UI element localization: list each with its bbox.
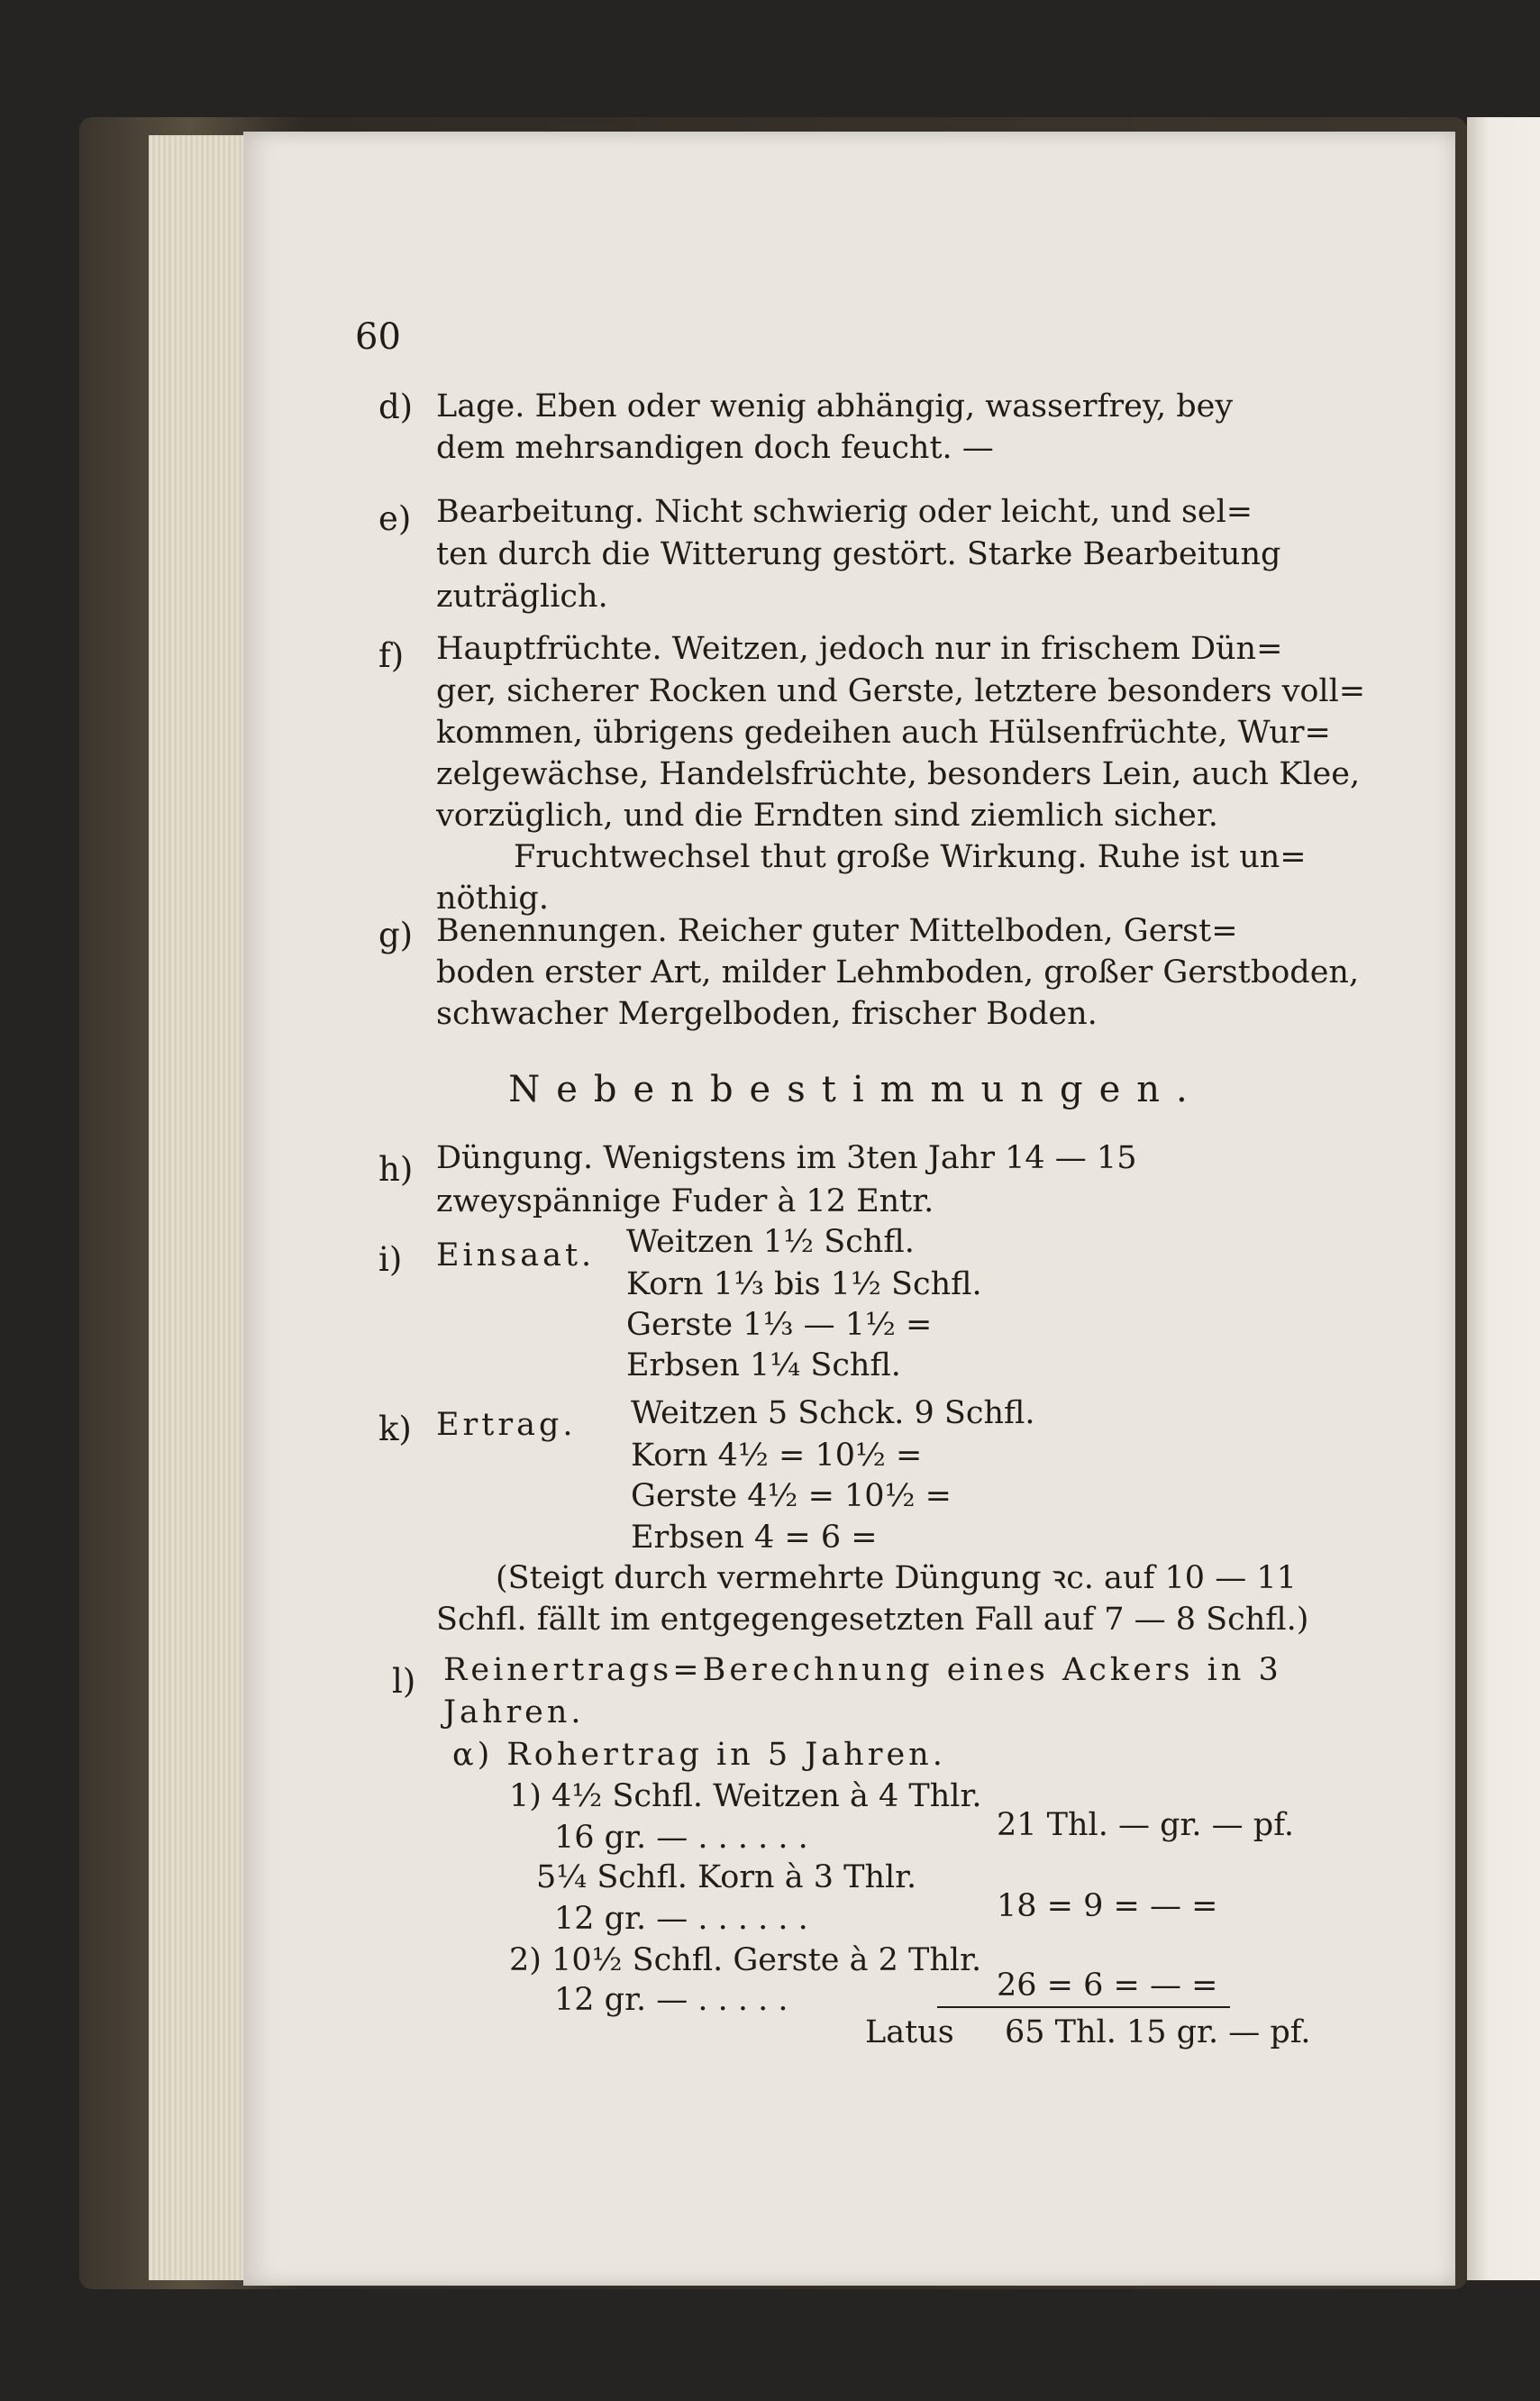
item-l-line: Jahren. (443, 1694, 585, 1730)
calc-line: 16 gr. — . . . . . . (554, 1820, 808, 1856)
item-i-label: i) (378, 1240, 403, 1279)
right-page-edge (1467, 117, 1540, 2280)
item-e-line: Bearbeitung. Nicht schwierig oder leicht, und sel= (436, 494, 1253, 530)
item-l-label: l) (392, 1662, 416, 1701)
calc-amount: 18 = 9 = — = (997, 1888, 1218, 1924)
item-e-line: zuträglich. (436, 579, 608, 615)
item-d-line: Lage. Eben oder wenig abhängig, wasserfrey, bey (436, 388, 1234, 425)
page-edges (149, 135, 248, 2280)
item-f-line: ger, sicherer Rocken und Gerste, letztere besonders voll= (436, 673, 1366, 709)
item-f-line: Fruchtwechsel thut große Wirkung. Ruhe ist un= (514, 839, 1307, 875)
calc-line: 12 gr. — . . . . . . (554, 1901, 808, 1937)
item-l-sub: α) Rohertrag in 5 Jahren. (452, 1737, 946, 1773)
item-k-row: Gerste 4½ = 10½ = (631, 1478, 952, 1514)
calc-amount: 21 Thl. — gr. — pf. (997, 1807, 1295, 1843)
item-i-row: Gerste 1⅓ — 1½ = (626, 1307, 933, 1343)
item-g-line: boden erster Art, milder Lehmboden, großer Gerstboden, (436, 954, 1360, 991)
item-k-note: Schfl. fällt im entgegengesetzten Fall auf 7 — 8 Schfl.) (436, 1602, 1309, 1638)
item-i-row: Korn 1⅓ bis 1½ Schfl. (626, 1266, 982, 1302)
calc-amount: 26 = 6 = — = (997, 1967, 1218, 2004)
item-i-row: Weitzen 1½ Schfl. (626, 1224, 915, 1260)
item-f-line: Hauptfrüchte. Weitzen, jedoch nur in frischem Dün= (436, 631, 1283, 667)
item-k-row: Erbsen 4 = 6 = (631, 1520, 878, 1556)
page-text (243, 132, 1455, 2286)
item-i-term: Einsaat. (436, 1237, 596, 1274)
item-k-row: Korn 4½ = 10½ = (631, 1438, 923, 1474)
item-k-row: Weitzen 5 Schck. 9 Schfl. (631, 1395, 1035, 1431)
item-g-label: g) (378, 916, 414, 954)
item-d-label: d) (378, 388, 414, 426)
item-k-label: k) (378, 1410, 412, 1448)
latus-label: Latus (865, 2014, 954, 2050)
item-f-line: zelgewächse, Handelsfrüchte, besonders Lein, auch Klee, (436, 756, 1361, 792)
page-number: 60 (355, 316, 401, 358)
book-page (243, 132, 1455, 2286)
item-e-line: ten durch die Witterung gestört. Starke Bearbeitung (436, 536, 1281, 572)
calc-line: 2) 10½ Schfl. Gerste à 2 Thlr. (509, 1942, 982, 1978)
item-h-line: zweyspännige Fuder à 12 Entr. (436, 1183, 934, 1219)
calc-line: 1) 4½ Schfl. Weitzen à 4 Thlr. (509, 1778, 982, 1814)
calc-line: 5¼ Schfl. Korn à 3 Thlr. (536, 1859, 917, 1895)
latus-total: 65 Thl. 15 gr. — pf. (1005, 2014, 1311, 2050)
item-f-line: kommen, übrigens gedeihen auch Hülsenfrüchte, Wur= (436, 715, 1331, 751)
item-k-term: Ertrag. (436, 1407, 577, 1443)
item-g-line: Benennungen. Reicher guter Mittelboden, Gerst= (436, 913, 1238, 949)
item-d-line: dem mehrsandigen doch feucht. — (436, 430, 994, 466)
calc-line: 12 gr. — . . . . . (554, 1982, 788, 2018)
item-g-line: schwacher Mergelboden, frischer Boden. (436, 996, 1098, 1032)
item-i-row: Erbsen 1¼ Schfl. (626, 1347, 901, 1383)
item-f-line: vorzüglich, und die Erndten sind ziemlich sicher. (436, 798, 1218, 834)
section-heading: Nebenbestimmungen. (508, 1069, 1204, 1110)
item-h-label: h) (378, 1150, 414, 1189)
item-f-label: f) (378, 636, 405, 675)
item-h-line: Düngung. Wenigstens im 3ten Jahr 14 — 15 (436, 1140, 1137, 1176)
item-k-note: (Steigt durch vermehrte Düngung ꝛc. auf 10 — 11 (496, 1560, 1297, 1596)
sum-rule (937, 2006, 1230, 2008)
item-e-label: e) (378, 499, 412, 538)
item-l-line: Reinertrags=Berechnung eines Ackers in 3 (443, 1652, 1282, 1688)
item-f-line: nöthig. (436, 881, 549, 917)
